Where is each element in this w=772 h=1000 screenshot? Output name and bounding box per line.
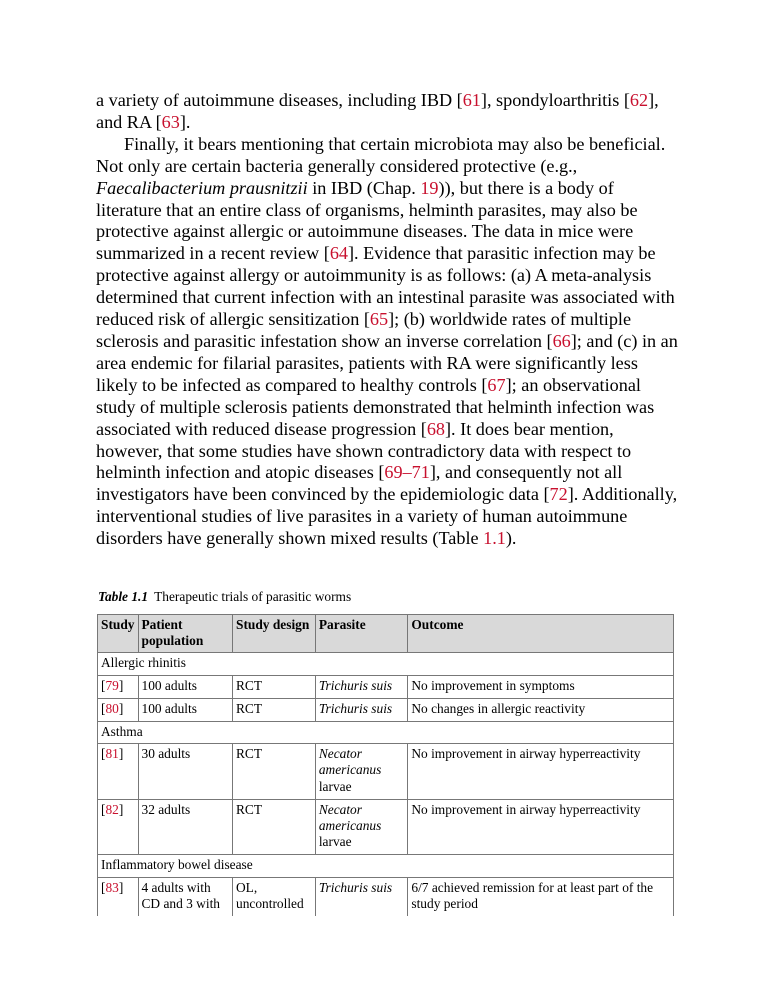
cell-design: RCT [233,744,316,800]
table-caption-text: Therapeutic trials of parasitic worms [154,589,352,604]
cell-outcome: No improvement in airway hyperreactivity [408,744,674,800]
text-run: in IBD (Chap. [307,177,421,198]
table-row [98,799,674,855]
body-text [96,90,680,550]
citation-link[interactable]: 66 [552,330,571,351]
cell-design: RCT [233,799,316,855]
text-run: ]. Additionally, interventional studies of live parasites in a variety of human autoimmune disorders have generally shown mixed results (Table [96,484,678,549]
header-study-design: Study design [233,615,316,653]
citation-link[interactable]: 82 [105,801,119,817]
cell-parasite [315,799,408,855]
cell-parasite [315,744,408,800]
cell-parasite: Trichuris suis [315,877,408,916]
header-patient-population: Patient population [138,615,233,653]
parasite-stage: larvae [318,834,352,850]
citation-link[interactable]: 83 [105,879,119,895]
table-row [98,675,674,698]
parasite-stage: larvae [318,778,352,794]
cell-parasite: Trichuris suis [315,698,408,721]
text-run: ]. It does bear mention, however, that some studies have shown contradictory data with respect to helminth infection and atopic diseases [ [96,418,632,483]
cell-design: RCT [233,698,316,721]
citation-link[interactable]: 61 [462,90,481,110]
header-study: Study [98,615,139,653]
cell-design: OL, uncontrolled [233,877,316,916]
header-outcome: Outcome [408,615,674,653]
table-caption-label: Table 1.1 [98,589,149,604]
text-run: a variety of autoimmune diseases, including IBD [ [96,90,463,110]
text-run: ]. Evidence that parasitic infection may be protective against allergy or autoimmunity is as follows: (a) A meta-analysis determined that current infection with an intestinal parasite was associated with reduced risk of allergic sensitization [ [96,243,675,330]
table-row [98,877,674,916]
section-title: Inflammatory bowel disease [98,855,674,877]
cell-outcome: No improvement in symptoms [408,675,674,698]
table-caption [98,589,351,605]
citation-link[interactable]: 80 [105,700,119,716]
table-link[interactable]: 1.1 [483,528,506,549]
cell-outcome: No improvement in airway hyperreactivity [408,799,674,855]
citation-link[interactable]: 81 [105,746,119,762]
cell-design: RCT [233,675,316,698]
cell-study: [83] [98,877,139,916]
citation-link[interactable]: 65 [369,309,389,330]
header-parasite: Parasite [315,615,408,653]
citation-link[interactable]: 63 [161,111,180,132]
text-run: ]; an observational study of multiple sclerosis patients demonstrated that helminth infection was associated with reduced disease progression [ [96,374,655,439]
citation-link[interactable]: 68 [426,418,445,439]
citation-link[interactable]: 72 [549,484,568,505]
text-run: ], and RA [ [96,90,659,132]
citation-link[interactable]: 69–71 [384,462,430,483]
cell-study: [79] [98,675,139,698]
cell-population: 30 adults [138,744,233,800]
citation-link[interactable]: 79 [105,677,119,693]
text-run: )), but there is a body of literature that an entire class of organisms, helminth parasites, may also be protective against allergic or autoimmune diseases. The data in mice were summarized in a recent review [ [96,177,638,264]
text-run: ]; (b) worldwide rates of multiple sclerosis and parasitic infestation show an inverse correlation [ [96,309,632,351]
text-run: ], spondyloarthritis [ [480,90,630,110]
text-run: ]; and (c) in an area endemic for filarial parasites, patients with RA were significantly less likely to be infected as compared to healthy controls [ [96,330,678,395]
text-run: ]. [179,111,191,132]
text-run: ], and consequently not all investigators have been convinced by the epidemiologic data [ [96,462,623,505]
section-row [98,653,674,675]
cell-outcome: 6/7 achieved remission for at least part of the study period [408,877,674,916]
paragraph-1 [96,90,680,134]
citation-link[interactable]: 62 [629,90,649,110]
section-title: Allergic rhinitis [98,653,674,675]
citation-link[interactable]: 64 [329,243,348,264]
text-run: ). [505,528,517,549]
cell-parasite: Trichuris suis [315,675,408,698]
table-row [98,698,674,721]
parasite-name: Necator americanus [318,801,382,834]
species-name: Faecalibacterium prausnitzii [96,177,308,198]
section-row [98,855,674,877]
cell-study: [81] [98,744,139,800]
cell-outcome: No changes in allergic reactivity [408,698,674,721]
cell-population: 100 adults [138,698,233,721]
cell-population: 32 adults [138,799,233,855]
parasite-name: Necator americanus [318,746,382,778]
trials-table [97,614,674,916]
table-row [98,744,674,800]
text-run: Finally, it bears mentioning that certain microbiota may also be beneficial. Not only are certain bacteria generally considered protective (e.g., [96,133,666,176]
cell-population: 100 adults [138,675,233,698]
paragraph-2 [96,134,680,550]
cell-study: [82] [98,799,139,855]
cell-study: [80] [98,698,139,721]
cell-population: 4 adults with CD and 3 with [138,877,233,916]
section-title: Asthma [98,722,674,744]
section-row [98,722,674,744]
table-header-row [98,615,674,653]
citation-link[interactable]: 67 [487,374,506,395]
chapter-link[interactable]: 19 [420,177,439,198]
